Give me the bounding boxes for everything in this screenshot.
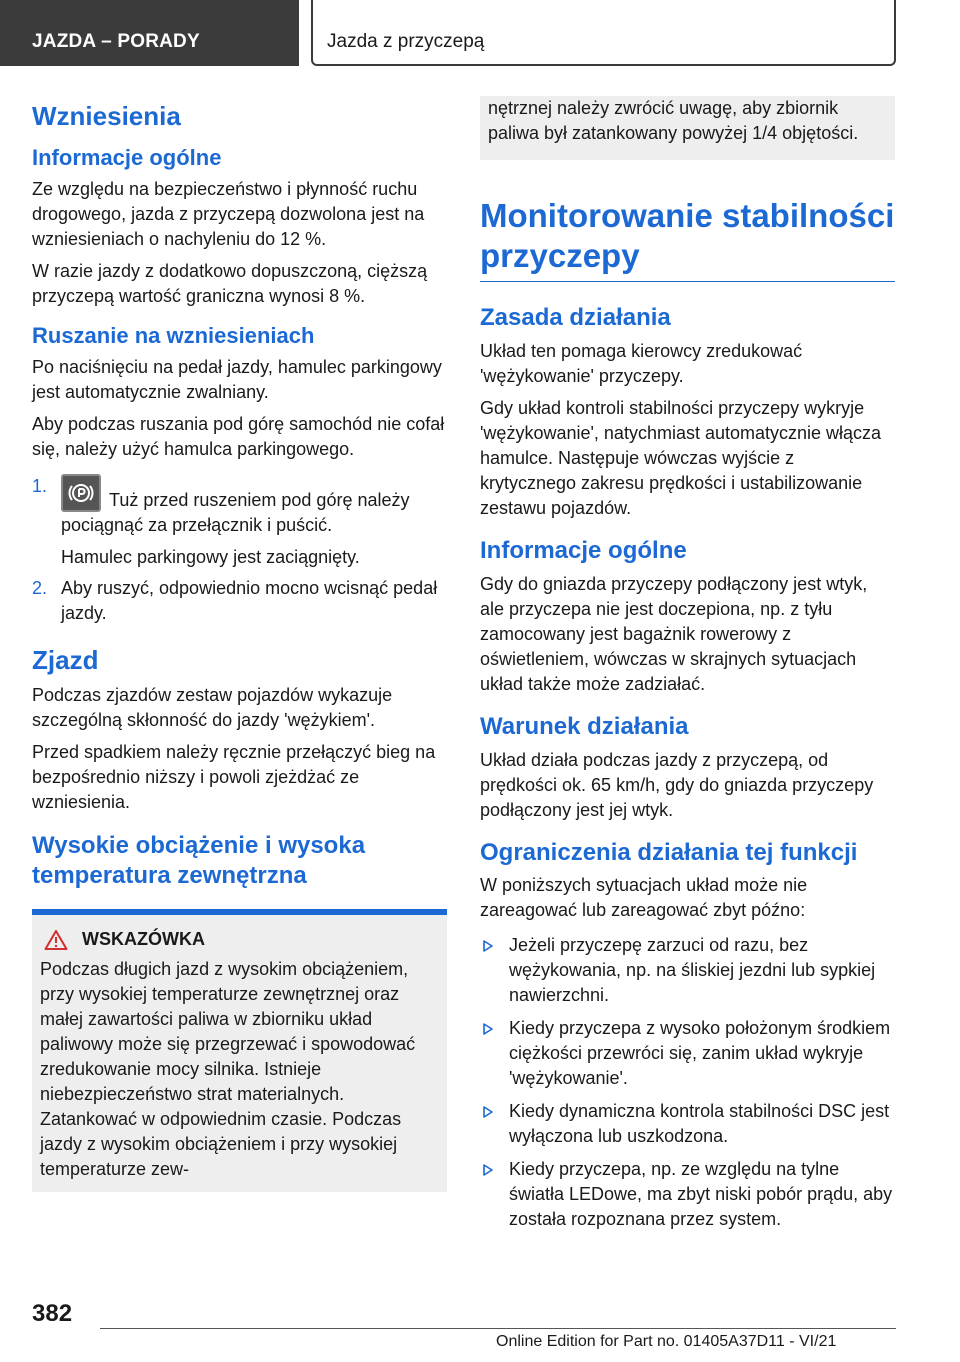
paragraph: Gdy do gniazda przyczepy podłączony jest wtyk, ale przyczepa nie jest doczepiona, np. z tyłu zamocowany jest bagażnik rowerowy z oświetleniem, wówczas w skrajnych sytuacjach układ także może zadziałać. — [480, 573, 868, 694]
step-item — [32, 474, 447, 570]
triangle-bullet-icon — [482, 940, 494, 952]
list-item-text: Jeżeli przyczepę zarzuci od razu, bez wężykowania, np. na śliskiej jezdni lub sypkiej nawierzchni. — [509, 935, 876, 1006]
page-header — [0, 0, 960, 66]
step-item — [32, 576, 447, 626]
list-item — [480, 933, 895, 1008]
paragraph: W razie jazdy z dodatkowo dopuszczoną, cięższą przyczepą wartość graniczna wynosi 8 %. — [32, 260, 428, 306]
step-result: Hamulec parkingowy jest zaciągnięty. — [61, 547, 360, 568]
chapter-tab — [311, 0, 896, 66]
step-number: 1. — [32, 476, 48, 497]
paragraph: Układ działa podczas jazdy z przyczepą, od prędkości ok. 65 km/h, gdy do gniazda przyczepy podłączony jest jej wtyk. — [480, 749, 874, 820]
heading-monitorowanie: Monitorowanie stabilności przyczepy — [480, 196, 895, 282]
heading-wysokie-obciazenie: Wysokie obciążenie i wysoka temperatura zewnętrzna — [32, 831, 366, 889]
paragraph: W poniższych sytuacjach układ może nie zareagować lub zareagować zbyt późno: — [480, 875, 808, 921]
heading-zjazd: Zjazd — [32, 645, 99, 676]
chapter-title: Jazda z przyczepą — [327, 31, 485, 52]
heading-wzniesienia: Wzniesienia — [32, 101, 181, 131]
warning-text-continued: nętrznej należy zwrócić uwagę, aby zbiornik paliwa był zatankowany powyżej 1/4 objętości. — [488, 98, 859, 143]
parking-brake-icon — [61, 474, 101, 512]
heading-informacje-ogolne: Informacje ogólne — [32, 144, 222, 170]
footer-divider — [100, 1328, 896, 1329]
list-item — [480, 1099, 895, 1149]
section-tab — [0, 0, 299, 66]
paragraph: Gdy układ kontroli stabilności przyczepy wykryje 'wężykowanie', natychmiast automatycznie włącza hamulce. Następuje wówczas wyjście z krytycznego zakresu prędkości i ustabilizowanie zestawu pojazdów. — [480, 397, 882, 518]
paragraph: Po naciśnięciu na pedał jazdy, hamulec parkingowy jest automatycznie zwalniany. — [32, 357, 442, 403]
section-title: JAZDA – PORADY — [32, 31, 200, 52]
step-text: Tuż przed ruszeniem pod górę należy pociągnąć za przełącznik i puścić. — [61, 490, 410, 536]
step-text: Aby ruszyć, odpowiednio mocno wcisnąć pedał jazdy. — [61, 578, 438, 624]
heading-warunek-dzialania: Warunek działania — [480, 712, 689, 740]
heading-ograniczenia: Ograniczenia działania tej funkcji — [480, 838, 858, 866]
paragraph: Podczas zjazdów zestaw pojazdów wykazuje szczególną skłonność do jazdy 'wężykiem'. — [32, 684, 393, 730]
limitations-list — [480, 933, 895, 1232]
steps-list — [32, 474, 447, 626]
list-item — [480, 1157, 895, 1232]
paragraph: Układ ten pomaga kierowcy zredukować 'wężykowanie' przyczepy. — [480, 340, 803, 386]
heading-ruszanie: Ruszanie na wzniesieniach — [32, 322, 315, 348]
heading-zasada-dzialania: Zasada działania — [480, 304, 671, 332]
right-column — [480, 100, 895, 1240]
list-item-text: Kiedy przyczepa, np. ze względu na tylne światła LEDowe, ma zbyt niski pobór prądu, aby została rozpoznana przez system. — [509, 1159, 893, 1230]
footer-edition: Online Edition for Part no. 01405A37D11 - VI/21 — [496, 1333, 837, 1350]
triangle-bullet-icon — [482, 1164, 494, 1176]
warning-title: WSKAZÓWKA — [82, 929, 205, 950]
page-number: 382 — [32, 1300, 73, 1327]
left-column — [32, 100, 447, 1192]
paragraph: Ze względu na bezpieczeństwo i płynność ruchu drogowego, jazda z przyczepą dozwolona jest na wzniesieniach o nachyleniu do 12 %. — [32, 178, 425, 249]
warning-text: Podczas długich jazd z wysokim obciążeniem, przy wysokiej temperaturze zewnętrznej oraz małej zawartości paliwa w zbiorniku układ paliwowy może się przegrzewać i spowodować zredukowanie mocy silnika. Istnieje niebezpieczeństwo strat materialnych. Zatankować w odpowiednim czasie. Podczas jazdy z wysokim obciążeniem i przy wysokiej temperaturze zew- — [40, 958, 416, 1179]
warning-box-continued — [480, 96, 895, 160]
paragraph: Przed spadkiem należy ręcznie przełączyć bieg na bezpośrednio niższy i powoli zjeżdżać ze wzniesienia. — [32, 741, 436, 812]
list-item-text: Kiedy przyczepa z wysoko położonym środkiem ciężkości przewróci się, zanim układ wykryje 'wężykowanie'. — [509, 1018, 891, 1089]
list-item-text: Kiedy dynamiczna kontrola stabilności DSC jest wyłączona lub uszkodzona. — [509, 1101, 890, 1147]
warning-header — [44, 929, 439, 951]
triangle-bullet-icon — [482, 1106, 494, 1118]
triangle-bullet-icon — [482, 1023, 494, 1035]
paragraph: Aby podczas ruszania pod górę samochód nie cofał się, należy użyć hamulca parkingowego. — [32, 414, 445, 460]
warning-box — [32, 915, 447, 1192]
step-number: 2. — [32, 578, 48, 599]
list-item — [480, 1016, 895, 1091]
heading-informacje-ogolne-2: Informacje ogólne — [480, 536, 687, 564]
warning-triangle-icon — [44, 929, 68, 951]
